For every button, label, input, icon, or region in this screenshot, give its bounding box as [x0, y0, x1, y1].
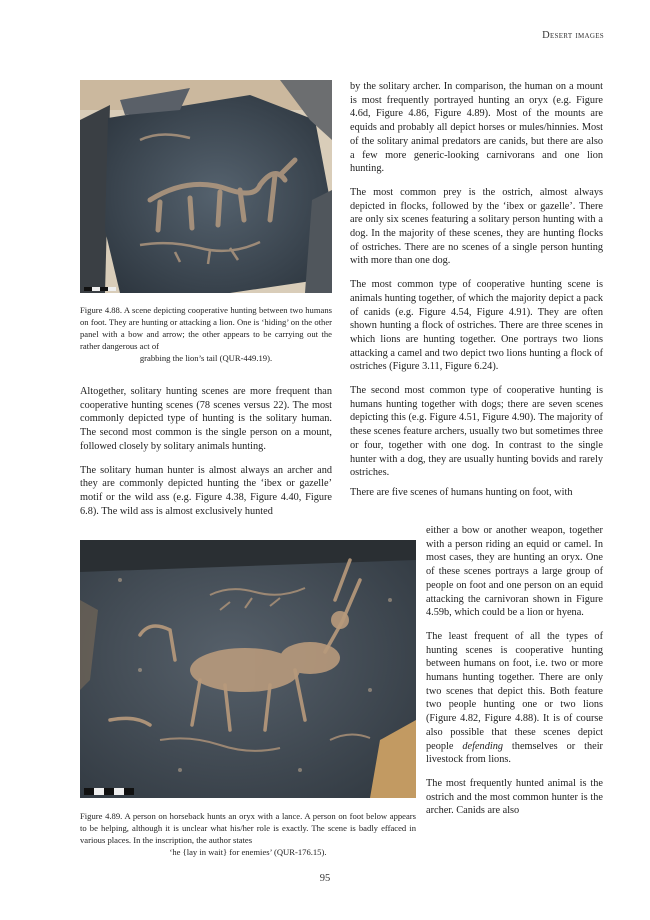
page-number: 95 [319, 873, 331, 884]
paragraph-wide-line: There are five scenes of humans hunting on foot, with [350, 486, 573, 498]
paragraph: by the solitary archer. In comparison, the human on a mount is most frequently portrayed hunting an oryx (e.g. Figure 4.6d, Figure 4.86, Figure 4.89). Most of the mounts are equids and probably all depict horses or mules/hinnies. Most of the solitary animal predators are canids, but there are also a few more generic-looking carnivorans and one lion hunting. [350, 81, 603, 175]
paragraph: The least frequent of all the types of hunting scenes is cooperative hunting between humans on foot, i.e. two or more humans hunting together. There are only two scenes that depict this. Both feature two people hunting one or two lions (Figure 4.82, Figure 4.88). It is of course also possible that these scenes depict people defending themselves or their livestock from lions. [426, 630, 603, 766]
running-head: Desert images [542, 30, 604, 41]
figure-4-89-caption: Figure 4.89. A person on horseback hunts an oryx with a lance. A person on foot below appears to be helping, although it is unclear what his/her role is exactly. The scene is badly effaced in various places. In the inscription, the author states ‘he {lay in wait} for enemies’ (QUR-176.15). [80, 811, 416, 857]
paragraph: either a bow or another weapon, together with a person riding an equid or camel. In most cases, they are hunting an oryx. One of these scenes portrays a large group of people on foot and one person on an equid attacking the carnivoran shown in Figure 4.59b, which could be a lion or hyena. [426, 525, 603, 619]
narrow-column [426, 524, 603, 818]
paragraph: The solitary human hunter is almost always an archer and they are commonly depicted hunting the ‘ibex or gazelle’ motif or the wild ass (e.g. Figure 4.38, Figure 4.40, Figure 6.8). The wild ass is almost exclusively hunted [80, 464, 332, 517]
paragraph: The most common type of cooperative hunting scene is animals hunting together, of which the majority depict a pack of canids (e.g. Figure 4.54, Figure 4.91). They are often shown hunting a flock of ostriches. There are three scenes in which lions are hunting together. One portrays two lions attacking a camel and two depict two lions hunting a flock of ostriches (Figure 3.11, Figure 6.24). [350, 279, 603, 373]
paragraph: The most frequently hunted animal is the ostrich and the most common hunter is the archer. Canids are also [426, 777, 603, 817]
paragraph: Altogether, solitary hunting scenes are more frequent than cooperative hunting scenes (78 scenes versus 22). The most commonly depicted type of hunting is the solitary human. The second most common is the single person on a mount, followed closely by solitary animals hunting. [80, 386, 332, 452]
figure-4-88-caption: Figure 4.88. A scene depicting cooperative hunting between two humans on foot. They are hunting or attacking a lion. One is ‘hiding’ on the other panel with a bow and arrow; the other appears to be carrying out the rather dangerous act of grabbing the lion’s tail (QUR-449.19). [80, 305, 332, 363]
figure-4-88-photo [80, 80, 332, 293]
paragraph: The second most common type of cooperative hunting is humans hunting together with dogs; there are seven scenes depicting this (e.g. Figure 4.51, Figure 4.90). The majority of these scenes feature archers, usually two but sometimes three or four, together with one dog. In contrast to the single hunter with a dog, they are usually hunting bovids and rarely ostriches. [350, 385, 603, 479]
paragraph: The most common prey is the ostrich, almost always depicted in flocks, followed by the ‘ibex or gazelle’. There are only six scenes featuring a solitary person hunting with a dog. In the majority of these scenes, they are hunting flocks of ostriches. There are no scenes of a single person hunting with more than one dog. [350, 186, 603, 267]
right-column [350, 80, 603, 500]
figure-4-89-photo [80, 540, 416, 798]
left-column [80, 385, 332, 518]
